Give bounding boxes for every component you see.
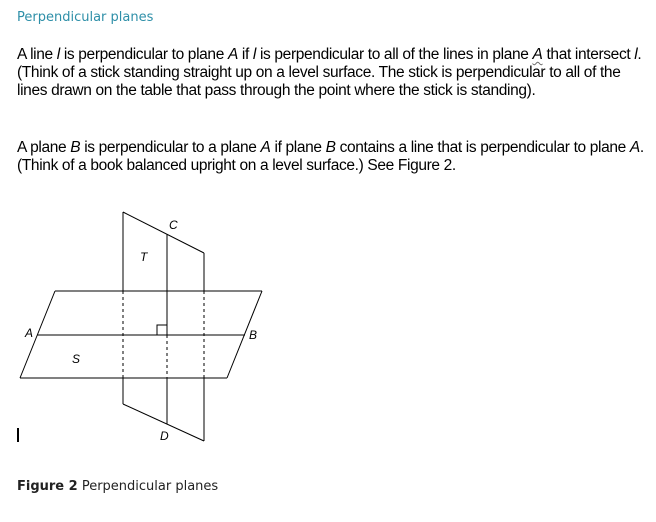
label-a: A [25, 326, 34, 340]
plane-t-top-edge [123, 212, 204, 253]
definition-line-perpendicular-paragraph: A line l is perpendicular to plane A if l is perpendicular to all of the lines in plane A that intersect l. (Think of a stick standing straight up on a level surface. The stick is perpendicular to all of the lines drawn on the table that pass through the point where the stick is standing). [17, 46, 642, 99]
label-s: S [72, 352, 81, 366]
text-cursor [17, 428, 19, 442]
figure-caption-label: Figure 2 [17, 479, 78, 494]
figure-caption [17, 479, 218, 494]
label-t: T [140, 250, 148, 264]
definition-plane-perpendicular-paragraph: A plane B is perpendicular to a plane A if plane B contains a line that is perpendicular to plane A. (Think of a book balanced upright on a level surface.) See Figure 2. [17, 139, 644, 174]
label-c: C [169, 218, 178, 232]
perpendicular-planes-figure [0, 200, 300, 460]
figure-caption-text: Perpendicular planes [77, 479, 219, 494]
section-heading: Perpendicular planes [17, 10, 154, 25]
right-angle-marker [157, 325, 167, 335]
label-b: B [249, 328, 258, 342]
label-d: D [160, 429, 169, 443]
